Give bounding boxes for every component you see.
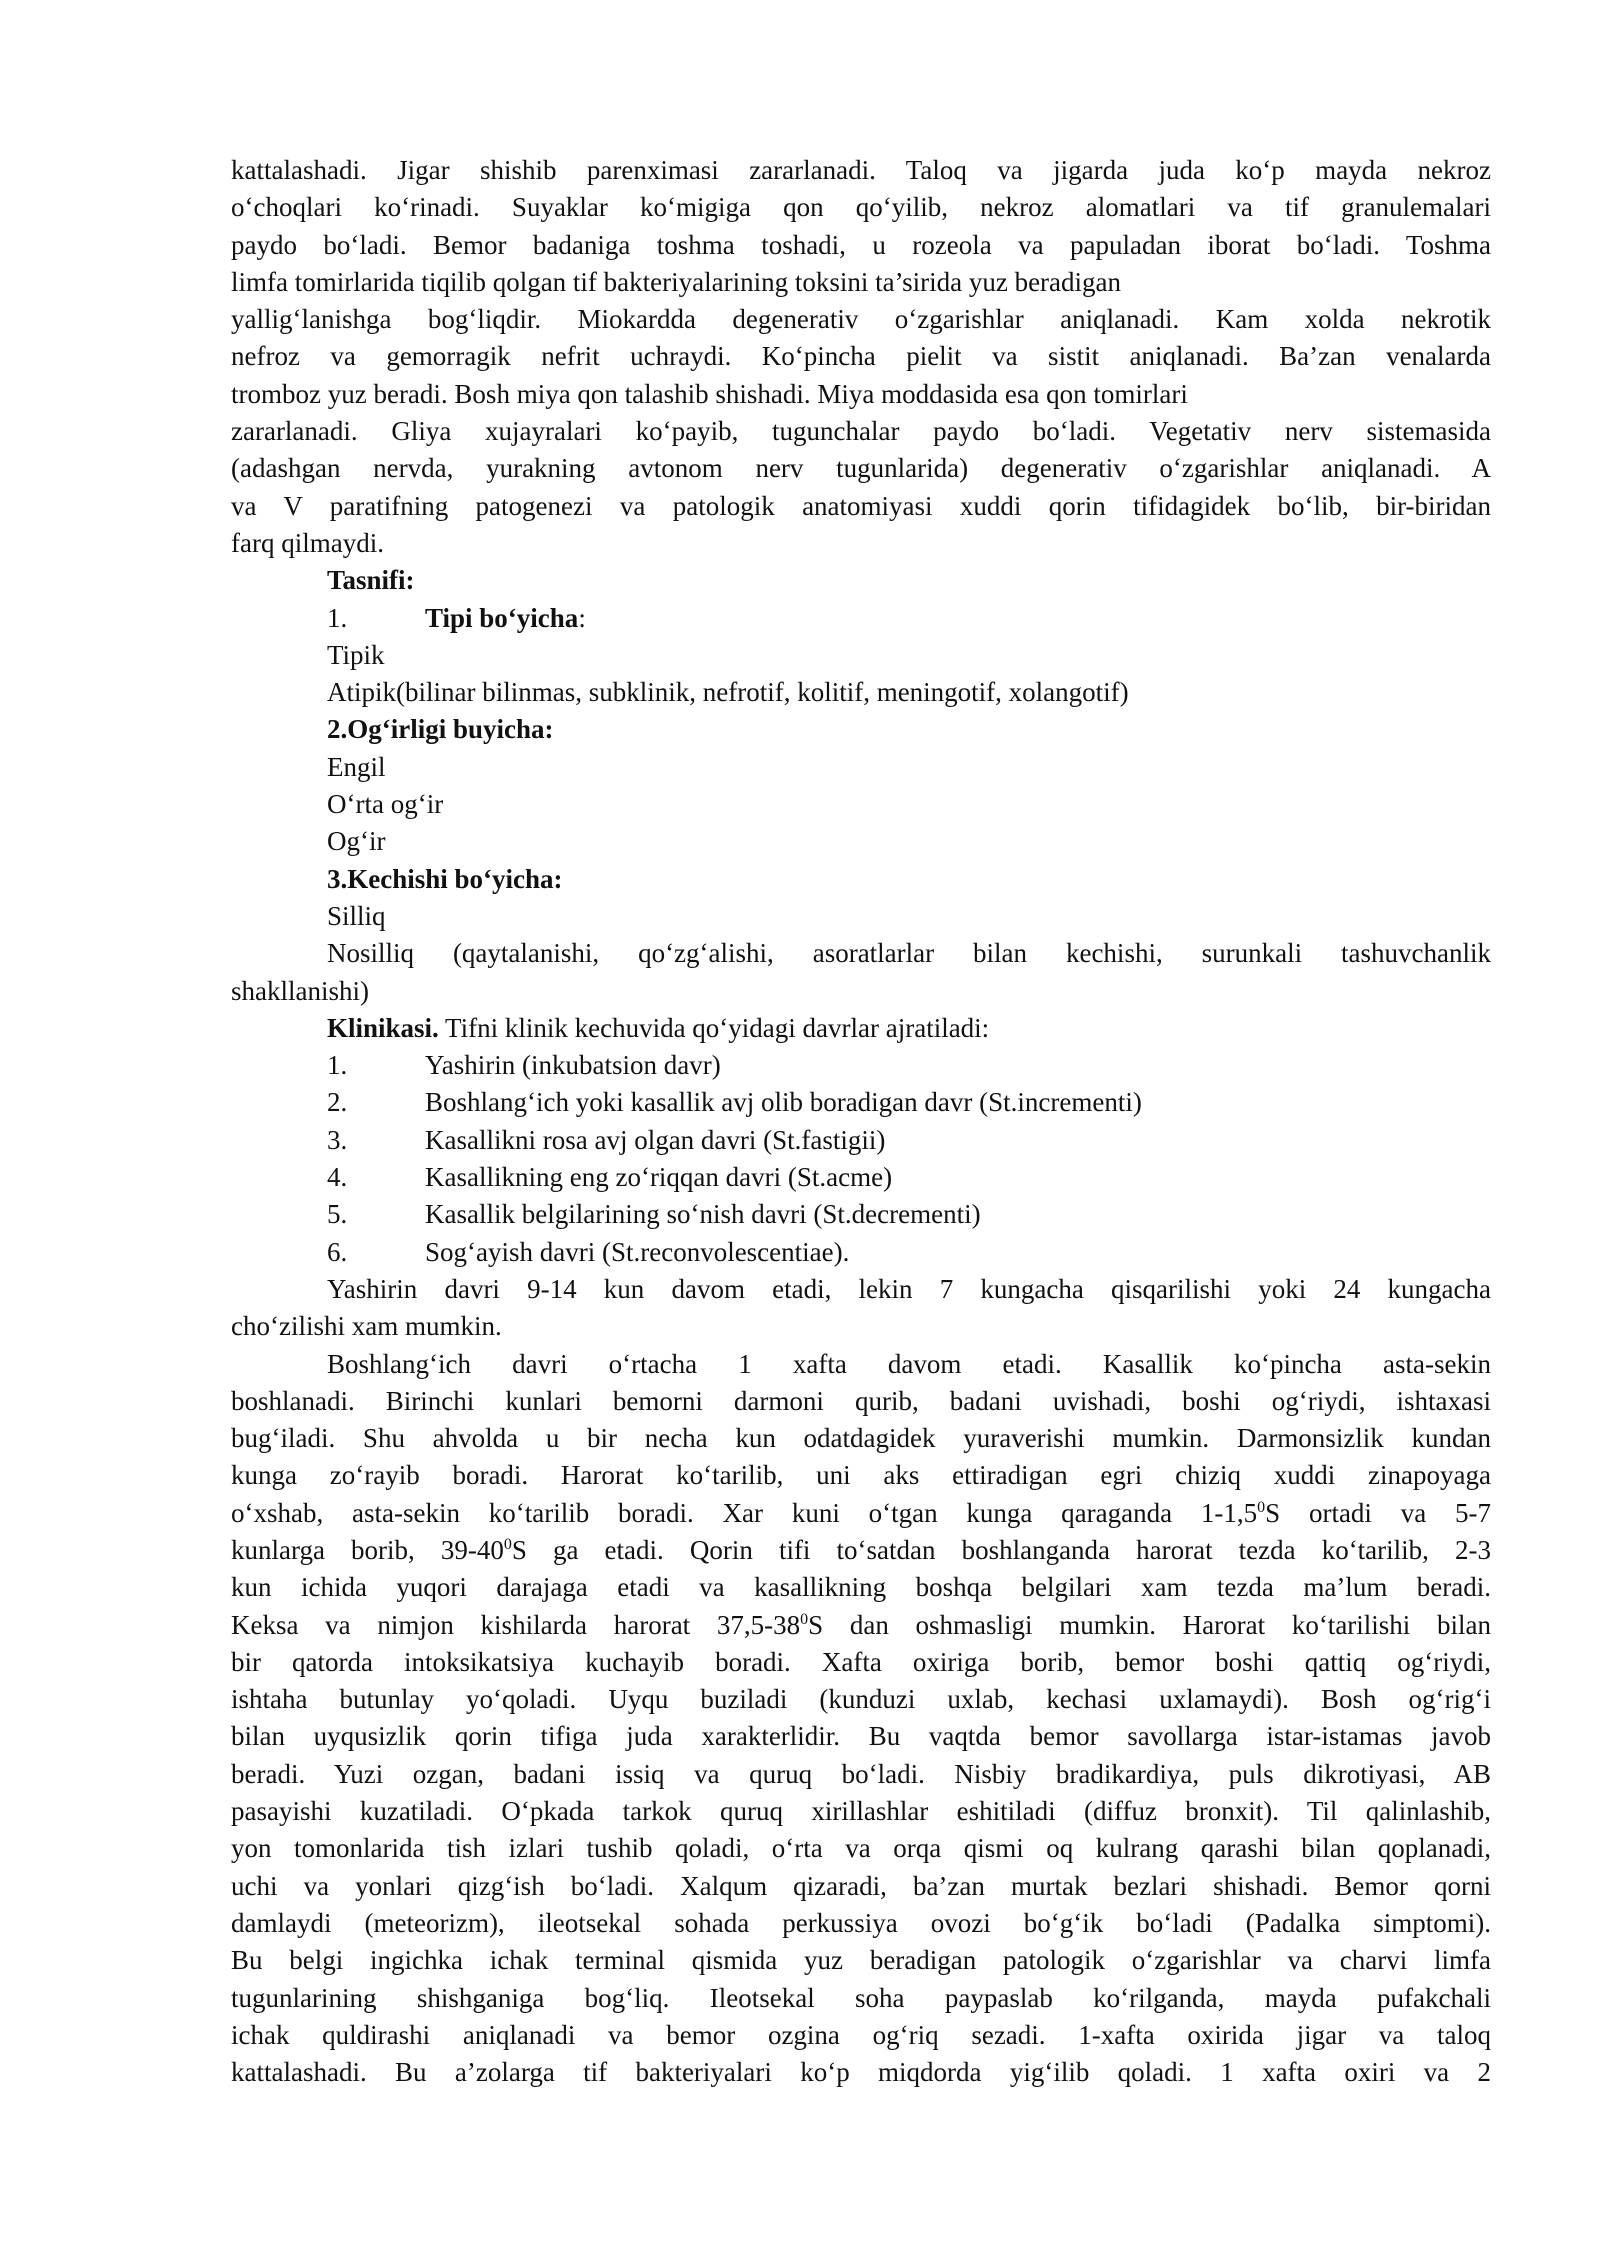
text-line: kun ichida yuqori darajaga etadi va kasallikning boshqa belgilari xam tezda ma’lum beradi.	[231, 1572, 1491, 1603]
text-line: shakllanishi)	[231, 975, 369, 1006]
text-line: tromboz yuz beradi. Bosh miya qon talashib shishadi. Miya moddasida esa qon tomirlari	[231, 378, 1188, 409]
text-line: paydo bo‘ladi. Bemor badaniga toshma toshadi, u rozeola va papuladan iborat bo‘ladi. Toshma	[231, 229, 1491, 260]
text-line: cho‘zilishi xam mumkin.	[231, 1311, 502, 1342]
text-line: bir qatorda intoksikatsiya kuchayib boradi. Xafta oxiriga borib, bemor boshi qattiq og‘riydi,	[231, 1646, 1491, 1677]
classification-section	[231, 562, 1491, 1010]
text-line: ishtaha butunlay yo‘qoladi. Uyqu buziladi (kunduzi uxlab, kechasi uxlamaydi). Bosh og‘rig‘i	[231, 1684, 1491, 1715]
list-item: Silliq	[327, 900, 386, 931]
classification-type-heading: 1. Tipi bo‘yicha:	[327, 602, 586, 633]
text-line: beradi. Yuzi ozgan, badani issiq va quruq bo‘ladi. Nisbiy bradikardiya, puls dikrotiyasi, AB	[231, 1758, 1491, 1789]
text-line: zararlanadi. Gliya xujayralari ko‘payib, tugunchalar paydo bo‘ladi. Vegetativ nerv sistemasida	[231, 416, 1491, 447]
list-item: Nosilliq (qaytalanishi, qo‘zg‘alishi, asoratlarlar bilan kechishi, surunkali tashuvchanlik	[327, 938, 1491, 969]
text-line: farq qilmaydi.	[231, 527, 384, 558]
text-line: kunga zo‘rayib boradi. Harorat ko‘tarilib, uni aks ettiradigan egri chiziq xuddi zinapoyaga	[231, 1460, 1491, 1491]
list-item: O‘rta og‘ir	[327, 789, 444, 820]
text-line: bilan uyqusizlik qorin tifiga juda xarakterlidir. Bu vaqtda bemor savollarga istar-istamas javob	[231, 1721, 1491, 1752]
text-line: kattalashadi. Bu a’zolarga tif bakteriyalari ko‘p miqdorda yig‘ilib qoladi. 1 xafta oxiri va 2	[231, 2057, 1491, 2088]
document-page	[231, 152, 1491, 2091]
text-line: Bu belgi ingichka ichak terminal qismida yuz beradigan patologik o‘zgarishlar va charvi limfa	[231, 1945, 1491, 1976]
period-item: 3. Kasallikni rosa avj olgan davri (St.fastigii)	[327, 1124, 886, 1155]
list-item: Og‘ir	[327, 826, 386, 857]
period-item: 1. Yashirin (inkubatsion davr)	[327, 1050, 721, 1081]
text-line: va V paratifning patogenezi va patologik anatomiyasi xuddi qorin tifidagidek bo‘lib, bir-biridan	[231, 490, 1491, 521]
text-line: yallig‘lanishga bog‘liqdir. Miokardda degenerativ o‘zgarishlar aniqlanadi. Kam xolda nekrotik	[231, 304, 1491, 335]
list-item: Engil	[327, 751, 386, 782]
text-line: Yashirin davri 9-14 kun davom etadi, lekin 7 kungacha qisqarilishi yoki 24 kungacha	[327, 1273, 1491, 1304]
text-line: boshlanadi. Birinchi kunlari bemorni darmoni qurib, badani uvishadi, boshi og‘riydi, ishtaxasi	[231, 1385, 1491, 1416]
text-line: tugunlarining shishganiga bog‘liq. Ileotsekal soha paypaslab ko‘rilganda, mayda pufakchali	[231, 1982, 1491, 2013]
text-line: bug‘iladi. Shu ahvolda u bir necha kun odatdagidek yuraverishi mumkin. Darmonsizlik kundan	[231, 1423, 1491, 1454]
text-line: kunlarga borib, $39-40^0S$ ga etadi. Qorin tifi to‘satdan boshlanganda harorat tezda ko‘tarilib, 2-3	[231, 1534, 1491, 1565]
text-line: uchi va yonlari qizg‘ish bo‘ladi. Xalqum qizaradi, ba’zan murtak bezlari shishadi. Bemor qorni	[231, 1870, 1491, 1901]
list-item: Atipik(bilinar bilinmas, subklinik, nefrotif, kolitif, meningotif, xolangotif)	[327, 677, 1129, 708]
period-item: 4. Kasallikning eng zo‘riqqan davri (St.acme)	[327, 1162, 893, 1193]
text-line: nefroz va gemorragik nefrit uchraydi. Ko‘pincha pielit va sistit aniqlanadi. Ba’zan venalarda	[231, 341, 1491, 372]
section-heading: Tasnifi:	[327, 565, 415, 596]
text-line: pasayishi kuzatiladi. O‘pkada tarkok quruq xirillashlar eshitiladi (diffuz bronxit). Til qalinlashib,	[231, 1796, 1491, 1827]
text-line: damlaydi (meteorizm), ileotsekal sohada perkussiya ovozi bo‘g‘ik bo‘ladi (Padalka simptomi).	[231, 1907, 1491, 1938]
period-item: 6. Sog‘ayish davri (St.reconvolescentiae).	[327, 1236, 850, 1267]
initial-period-paragraph	[231, 1346, 1491, 2092]
text-line: o‘xshab, asta-sekin ko‘tarilib boradi. Xar kuni o‘tgan kunga qaraganda $1-1,5^0S$ ortadi va 5-7	[231, 1497, 1491, 1528]
period-item: 5. Kasallik belgilarining so‘nish davri (St.decrementi)	[327, 1199, 981, 1230]
text-line: kattalashadi. Jigar shishib parenximasi zararlanadi. Taloq va jigarda juda ko‘p mayda nekroz	[231, 155, 1491, 185]
text-line: Keksa va nimjon kishilarda harorat $37,5-38^0S$ dan oshmasligi mumkin. Harorat ko‘tarilishi bilan	[231, 1609, 1491, 1640]
clinical-intro: Klinikasi. Tifni klinik kechuvida qo‘yidagi davrlar ajratiladi:	[327, 1012, 990, 1043]
latent-period-paragraph	[231, 1271, 1491, 1346]
text-line: o‘choqlari ko‘rinadi. Suyaklar ko‘migiga qon qo‘yilib, nekroz alomatlari va tif granulemalari	[231, 192, 1491, 223]
text-line: limfa tomirlarida tiqilib qolgan tif bakteriyalarining toksini ta’sirida yuz beradigan	[231, 266, 1122, 297]
intro-paragraph	[231, 152, 1491, 562]
list-item: Tipik	[327, 639, 385, 670]
period-item: 2. Boshlang‘ich yoki kasallik avj olib boradigan davr (St.incrementi)	[327, 1087, 1142, 1118]
text-line: (adashgan nervda, yurakning avtonom nerv tugunlarida) degenerativ o‘zgarishlar aniqlanadi. A	[231, 453, 1491, 484]
text-line: ichak quldirashi aniqlanadi va bemor ozgina og‘riq sezadi. 1-xafta oxirida jigar va taloq	[231, 2019, 1491, 2050]
classification-severity-heading: 2.Og‘irligi buyicha:	[327, 714, 554, 745]
classification-course-heading: 3.Kechishi bo‘yicha:	[327, 863, 563, 894]
text-line: Boshlang‘ich davri o‘rtacha 1 xafta davom etadi. Kasallik ko‘pincha asta-sekin	[327, 1348, 1491, 1379]
clinical-section	[231, 1010, 1491, 1271]
text-line: yon tomonlarida tish izlari tushib qoladi, o‘rta va orqa qismi oq kulrang qarashi bilan qoplanadi,	[231, 1833, 1491, 1864]
